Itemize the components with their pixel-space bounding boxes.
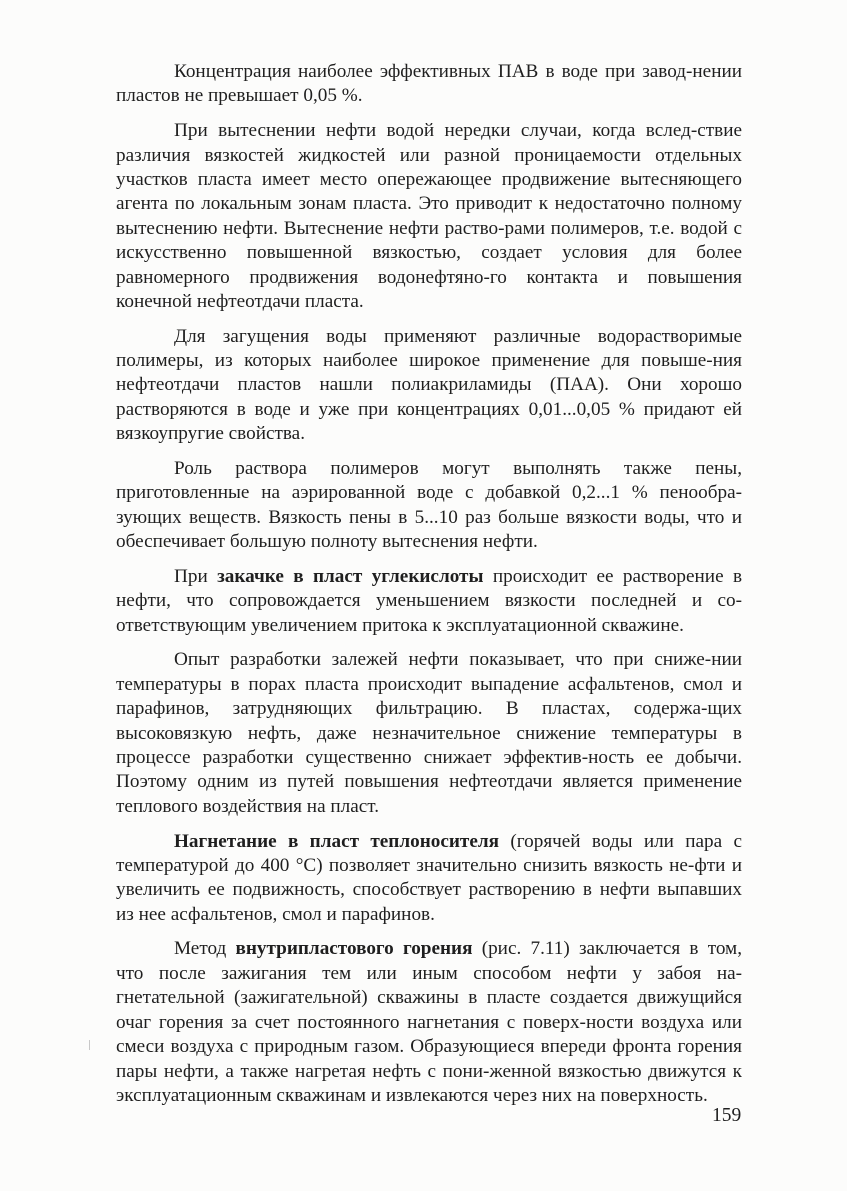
page-number: 159 <box>712 1105 742 1126</box>
paragraph-text: Для загущения воды применяют различные водорастворимые полимеры, из которых наиболее широкое применение для повыше-ния нефтеотдачи пластов нашли полиакриламиды (ПАА). Они хорошо растворяются в воде и уже при концентрациях 0,01...0,05 % придают ей вязкоупругие свойства. <box>116 325 742 445</box>
emphasis-term: закачке в пласт углекислоты <box>217 565 484 587</box>
emphasis-term: внутрипластового горения <box>235 938 473 960</box>
body-text <box>116 60 742 1119</box>
paragraph-text: (горячей воды или пара с температурой до 400 °С) позволяет значительно снизить вязкость не-фти и увеличить ее подвижность, способствует растворению в нефти выпавших из нее асфальтенов, смол и парафинов. <box>116 830 742 925</box>
paragraph-thermal-effect <box>116 648 742 819</box>
paragraph-polymer-displacement <box>116 119 742 314</box>
paragraph-text: Роль раствора полимеров могут выполнять также пены, приготовленные на аэрированной воде с добавкой 0,2...1 % пенообра-зующих веществ. Вязкость пены в 5...10 раз больше вязкости воды, что и обеспечивает большую полноту вытеснения нефти. <box>116 457 742 553</box>
paragraph-text: Метод <box>174 938 236 960</box>
paragraph-text: происходит ее растворение в нефти, что сопровождается уменьшением вязкости последней и со-ответствующим увеличением притока к эксплуатационной скважине. <box>116 565 743 636</box>
paragraph-water-thickening <box>116 325 742 447</box>
paragraph-surfactant-concentration <box>116 60 742 109</box>
paragraph-text: Опыт разработки залежей нефти показывает, что при сниже-нии температуры в порах пласта происходит выпадение асфальтенов, смол и парафинов, затрудняющих фильтрацию. В пластах, содержа-щих высоковязкую нефть, даже незначительное снижение температуры в процессе разработки существенно снижает эффектив-ность ее добычи. Поэтому одним из путей повышения нефтеотдачи является применение теплового воздействия на пласт. <box>116 649 742 817</box>
paragraph-text: При <box>174 565 218 587</box>
paragraph-text: Концентрация наиболее эффективных ПАВ в воде при завод-нении пластов не превышает 0,05 %. <box>116 61 742 107</box>
paragraph-heat-carrier-injection <box>116 830 742 928</box>
paragraph-carbon-dioxide-injection <box>116 565 742 638</box>
paragraph-text: (рис. 7.11) заключается в том, что после зажигания тем или иным способом нефти у забоя на-гнетательной (зажигательной) скважины в пласте создается движущийся очаг горения за счет постоянного нагнетания с поверх-ности воздуха или смеси воздуха с природным газом. Образующиеся впереди фронта горения пары нефти, а также нагретая нефть с пони-женной вязкостью движутся к эксплуатационным скважинам и извлекаются через них на поверхность. <box>116 938 742 1106</box>
paragraph-text: При вытеснении нефти водой нередки случаи, когда вслед-ствие различия вязкостей жидкостей или разной проницаемости отдельных участков пласта имеет место опережающее продвижение вытесняющего агента по локальным зонам пласта. Это приводит к недостаточно полному вытеснению нефти. Вытеснение нефти раство-рами полимеров, т.е. водой с искусственно повышенной вязкостью, создает условия для более равномерного продвижения водонефтяно-го контакта и повышения конечной нефтеотдачи пласта. <box>116 120 742 312</box>
paragraph-in-situ-combustion <box>116 937 742 1108</box>
scan-mark <box>89 1040 90 1050</box>
paragraph-foams <box>116 457 742 555</box>
emphasis-term: Нагнетание в пласт теплоносителя <box>174 830 500 852</box>
